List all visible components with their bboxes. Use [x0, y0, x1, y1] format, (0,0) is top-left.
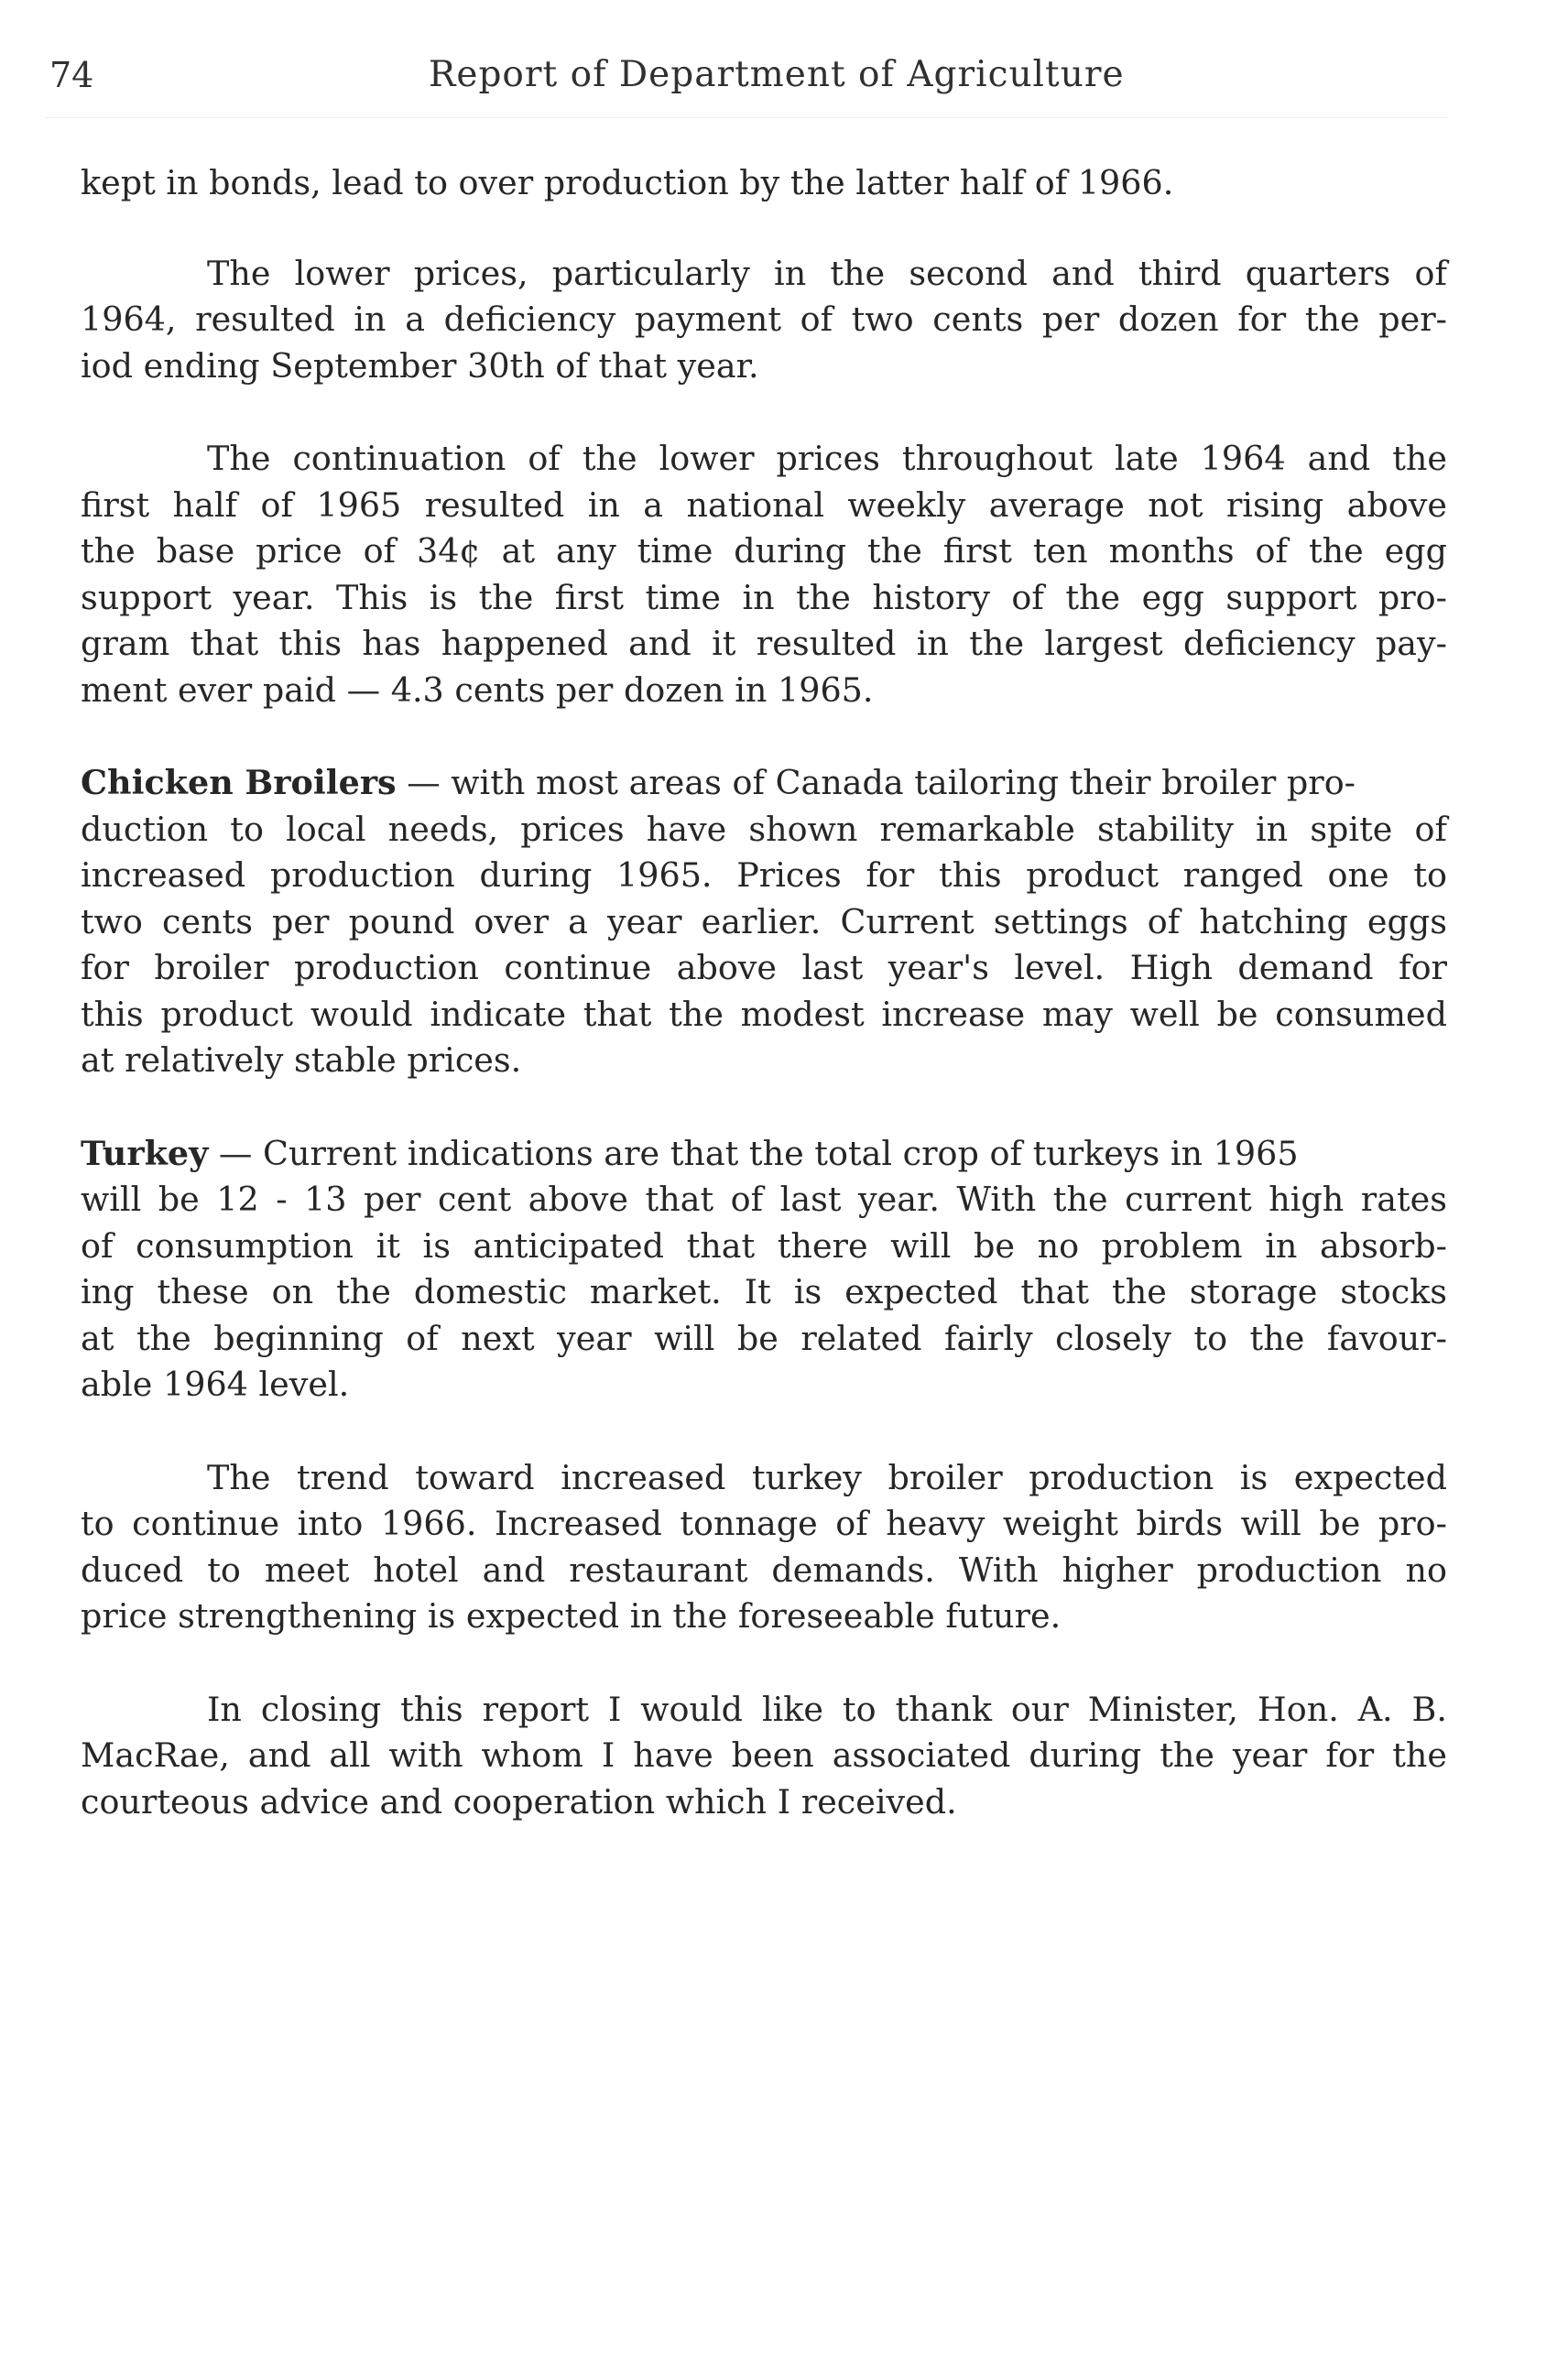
- body-text: [81, 160, 1447, 1872]
- text-line: able 1964 level.: [81, 1365, 350, 1404]
- text-line: at relatively stable prices.: [81, 1040, 522, 1080]
- text-line: ment ever paid — 4.3 cents per dozen in 1965.: [81, 669, 874, 710]
- paragraph-closing: [81, 1687, 1447, 1826]
- text-line: will be 12 - 13 per cent above that of last year. With the current high rates: [81, 1180, 1447, 1219]
- text-line: ing these on the domestic market. It is expected that the storage stocks: [81, 1272, 1447, 1311]
- text-line: gram that this has happened and it resulted in the largest deficiency pay-: [81, 624, 1447, 663]
- text-line: [81, 760, 1447, 807]
- paragraph-chicken-broilers: [81, 760, 1447, 1084]
- text-line: courteous advice and cooperation which I received.: [81, 1781, 957, 1822]
- text-line: 1964, resulted in a deficiency payment of two cents per dozen for the per-: [81, 299, 1447, 339]
- text-line: duction to local needs, prices have shown remarkable stability in spite of: [81, 809, 1447, 849]
- text-line: for broiler production continue above last year's level. High demand for: [81, 948, 1447, 987]
- paragraph-turkey-broilers: [81, 1455, 1447, 1640]
- paragraph-turkey: [81, 1131, 1447, 1408]
- text-line: The lower prices, particularly in the second and third quarters of: [207, 253, 1447, 293]
- text-line: In closing this report I would like to thank our Minister, Hon. A. B.: [207, 1689, 1447, 1729]
- text-line-fragment: — Current indications are that the total crop of turkeys in 1965: [208, 1133, 1299, 1173]
- text-line: at the beginning of next year will be related fairly closely to the favour-: [81, 1318, 1447, 1358]
- paragraph-lower-prices: [81, 436, 1447, 713]
- paragraph-deficiency-payment: [81, 251, 1447, 390]
- text-line: support year. This is the first time in the history of the egg support pro-: [81, 577, 1447, 617]
- header-rule: [46, 117, 1447, 118]
- text-line: The trend toward increased turkey broiler production is expected: [207, 1457, 1447, 1497]
- text-line: to continue into 1966. Increased tonnage of heavy weight birds will be pro-: [81, 1504, 1447, 1543]
- text-line: first half of 1965 resulted in a national weekly average not rising above: [81, 484, 1447, 525]
- text-line: the base price of 34¢ at any time during the first ten months of the egg: [81, 531, 1447, 571]
- text-line: of consumption it is anticipated that there will be no problem in absorb-: [81, 1225, 1447, 1266]
- running-head: Report of Department of Agriculture: [429, 54, 1125, 95]
- paragraph-continuation: [81, 160, 1447, 207]
- page-header: [46, 53, 1447, 108]
- page-number: 74: [49, 55, 94, 95]
- section-heading-chicken-broilers: Chicken Broilers: [81, 763, 397, 802]
- text-line: iod ending September 30th of that year.: [81, 345, 759, 386]
- text-line: The continuation of the lower prices throughout late 1964 and the: [207, 439, 1447, 478]
- text-line: two cents per pound over a year earlier. Current settings of hatching eggs: [81, 901, 1447, 941]
- section-heading-turkey: Turkey: [81, 1133, 209, 1173]
- text-line: duced to meet hotel and restaurant demands. With higher production no: [81, 1550, 1447, 1590]
- text-line: increased production during 1965. Prices for this product ranged one to: [81, 855, 1447, 895]
- text-line-fragment: — with most areas of Canada tailoring their broiler pro-: [396, 763, 1356, 802]
- text-line: MacRae, and all with whom I have been associated during the year for the: [81, 1735, 1447, 1775]
- text-line: price strengthening is expected in the foreseeable future.: [81, 1596, 1062, 1636]
- text-line: [81, 1131, 1447, 1178]
- text-line: this product would indicate that the modest increase may well be consumed: [81, 994, 1447, 1034]
- text-line: kept in bonds, lead to over production by the latter half of 1966.: [81, 163, 1174, 202]
